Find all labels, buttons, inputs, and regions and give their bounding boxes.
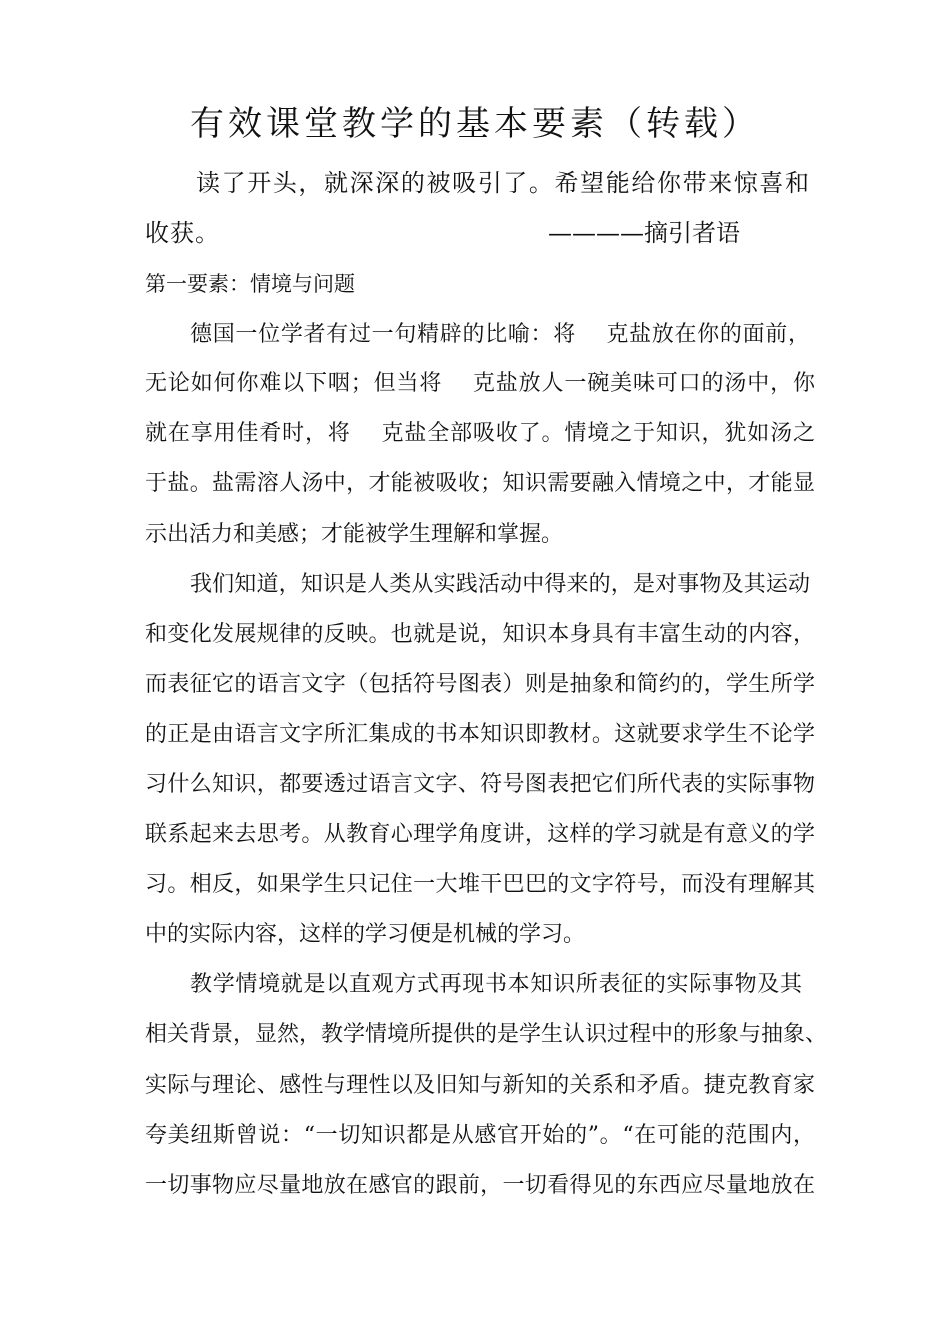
paragraph-line: 一切事物应尽量地放在感官的跟前，一切看得见的东西应尽量地放在 [145, 1173, 815, 1198]
paragraph-line: 夸美纽斯曾说：“一切知识都是从感官开始的”。“在可能的范围内， [145, 1123, 815, 1148]
paragraph-line: 实际与理论、感性与理性以及旧知与新知的关系和矛盾。捷克教育家 [145, 1073, 815, 1098]
paragraph-line: 于盐。盐需溶人汤中，才能被吸收；知识需要融入情境之中，才能显 [145, 471, 815, 496]
paragraph-line: 和变化发展规律的反映。也就是说，知识本身具有丰富生动的内容， [145, 622, 815, 647]
intro-line: 收获。 [145, 219, 220, 247]
paragraph-line: 中的实际内容，这样的学习便是机械的学习。 [145, 922, 586, 947]
paragraph-line: 而表征它的语言文字（包括符号图表）则是抽象和简约的，学生所学 [145, 672, 815, 697]
paragraph-line: 示出活力和美感；才能被学生理解和掌握。 [145, 522, 564, 547]
paragraph-line: 联系起来去思考。从教育心理学角度讲，这样的学习就是有意义的学 [145, 822, 815, 847]
paragraph-line: 无论如何你难以下咽；但当将 克盐放人一碗美味可口的汤中，你 [145, 371, 815, 396]
paragraph-line: 德国一位学者有过一句精辟的比喻：将 克盐放在你的面前， [190, 322, 810, 347]
paragraph-line: 习什么知识，都要透过语言文字、符号图表把它们所代表的实际事物 [145, 772, 815, 797]
paragraph-line: 就在享用佳肴时，将 克盐全部吸收了。情境之于知识，犹如汤之 [145, 421, 815, 446]
paragraph-line: 教学情境就是以直观方式再现书本知识所表征的实际事物及其 [190, 972, 802, 997]
excerpt-signature: ————摘引者语 [548, 219, 740, 247]
paragraph-line: 我们知道，知识是人类从实践活动中得来的，是对事物及其运动 [190, 572, 810, 597]
paragraph-line: 的正是由语言文字所汇集成的书本知识即教材。这就要求学生不论学 [145, 722, 815, 747]
intro-line: 读了开头，就深深的被吸引了。希望能给你带来惊喜和 [196, 169, 810, 197]
paragraph-line: 习。相反，如果学生只记住一大堆干巴巴的文字符号，而没有理解其 [145, 872, 815, 897]
document-title: 有效课堂教学的基本要素（转载） [190, 104, 760, 144]
paragraph-line: 相关背景，显然，教学情境所提供的是学生认识过程中的形象与抽象、 [145, 1022, 828, 1047]
section-heading: 第一要素：情境与问题 [145, 272, 355, 296]
